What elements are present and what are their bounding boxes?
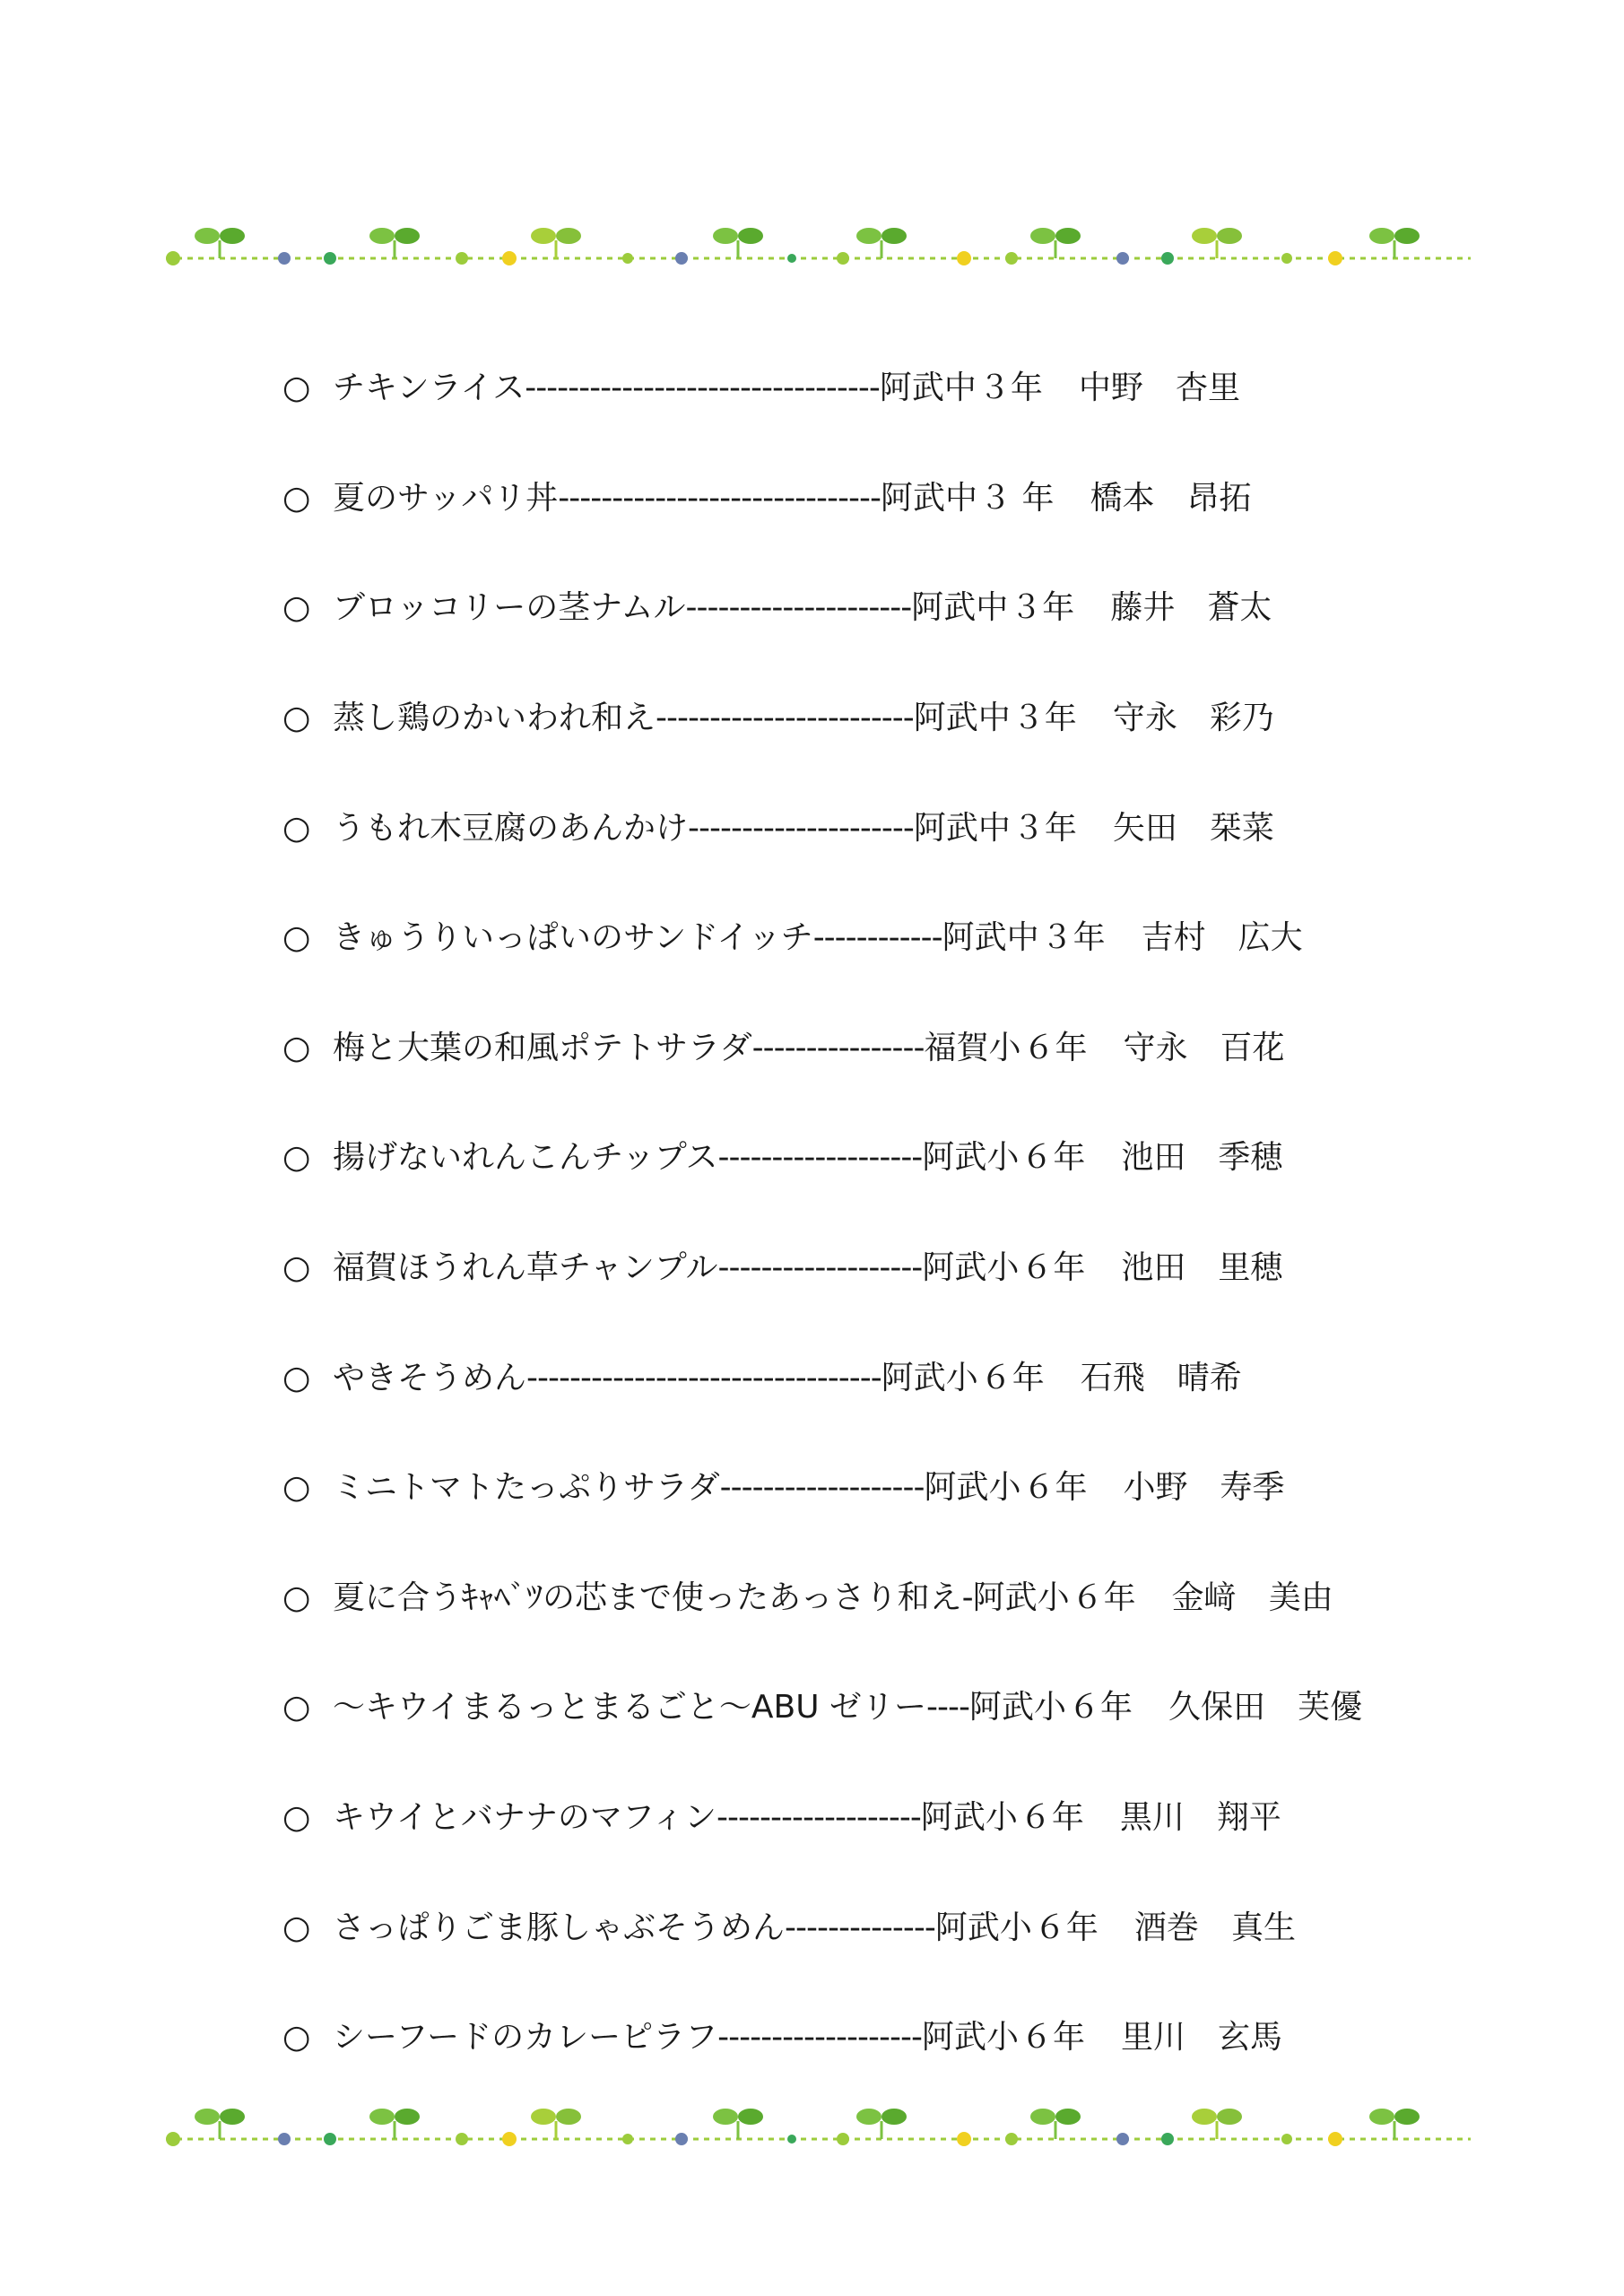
given-name: 美由 <box>1268 1578 1333 1616</box>
grade: ３年 <box>1010 589 1075 627</box>
circle-bullet: ○ <box>282 370 311 407</box>
given-name: 百花 <box>1220 1029 1285 1066</box>
dot-icon <box>1281 2134 1292 2144</box>
sprout-icon <box>1030 228 1081 258</box>
grade: ６年 <box>979 1359 1045 1396</box>
recipe-entry <box>282 1433 1466 1544</box>
given-name: 広大 <box>1238 919 1303 957</box>
leader-dashes: ------------------- <box>717 2019 922 2057</box>
dot-icon <box>622 253 633 264</box>
circle-bullet: ○ <box>282 1249 311 1287</box>
dot-icon <box>1116 2133 1129 2145</box>
leader-dashes: --------------------- <box>688 809 914 847</box>
recipe-entry <box>282 883 1466 994</box>
leader-dashes: ---- <box>926 1689 970 1726</box>
recipe-entry <box>282 1544 1466 1654</box>
family-name: 池田 <box>1121 1139 1186 1177</box>
recipe-entry <box>282 1213 1466 1324</box>
recipe-title: キウイとバナナのマフィン <box>333 1799 717 1837</box>
dot-icon <box>456 252 468 265</box>
student-name <box>1080 1359 1242 1396</box>
recipe-title: 福賀ほうれん草チャンプル <box>333 1249 718 1287</box>
grade: ６年 <box>1071 1578 1136 1616</box>
student-name <box>1121 1249 1283 1287</box>
student-name <box>1168 1689 1363 1726</box>
recipe-title: うもれ木豆腐のあんかけ <box>333 809 689 847</box>
grade: ６年 <box>1022 1029 1088 1066</box>
recipe-entry <box>282 1323 1466 1433</box>
recipe-title: 揚げないれんこんチップス <box>333 1139 718 1177</box>
circle-bullet: ○ <box>282 1359 311 1396</box>
sprout-icon <box>369 228 420 258</box>
sprout-border-bottom <box>157 2085 1475 2157</box>
leader-dashes: --------------------- <box>685 589 912 627</box>
recipe-title: チキンライス <box>333 370 525 407</box>
family-name: 黒川 <box>1119 1799 1185 1837</box>
given-name: 杏里 <box>1175 370 1240 407</box>
dot-icon <box>787 254 796 263</box>
dot-icon <box>502 251 517 265</box>
sprout-icon <box>1030 2109 1081 2139</box>
leader-dashes: --------------------------------- <box>526 1359 881 1396</box>
dot-icon <box>957 2132 971 2146</box>
recipe-title: やきそうめん <box>333 1359 527 1396</box>
dot-icon <box>1161 252 1174 265</box>
dot-icon <box>324 252 336 265</box>
given-name: 真生 <box>1230 1909 1296 1946</box>
student-name <box>1120 2019 1283 2057</box>
recipe-title: 夏に合うｷｬﾍﾞﾂの芯まで使ったあっさり和え <box>333 1578 962 1616</box>
school-name: 阿武小 <box>969 1689 1067 1726</box>
given-name: 寿季 <box>1220 1469 1285 1507</box>
grade: ３ 年 <box>979 479 1055 517</box>
recipe-title: さっぱりごま豚しゃぶそうめん <box>333 1909 786 1946</box>
school-name: 阿武小 <box>920 1799 1018 1837</box>
recipe-entry <box>282 1653 1466 1763</box>
school-name: 阿武中 <box>913 700 1011 737</box>
given-name: 栞菜 <box>1209 809 1274 847</box>
leader-dashes: ------------------- <box>717 1139 923 1177</box>
student-name <box>1141 919 1303 957</box>
grade: ６年 <box>1033 1909 1099 1946</box>
dot-icon <box>502 2132 517 2146</box>
grade: ６年 <box>1019 1799 1084 1837</box>
leader-dashes: ------------ <box>812 919 942 957</box>
student-name <box>1110 589 1272 627</box>
family-name: 久保田 <box>1168 1689 1266 1726</box>
recipe-title: シーフードのカレーピラフ <box>333 2019 718 2057</box>
leader-dashes: ------------------------ <box>656 700 914 737</box>
circle-bullet: ○ <box>282 1029 311 1066</box>
sprout-border-top <box>157 204 1475 276</box>
dot-icon <box>675 252 688 265</box>
family-name: 守永 <box>1112 700 1177 737</box>
family-name: 酒巻 <box>1133 1909 1199 1946</box>
sprout-icon <box>1369 228 1420 258</box>
grade: ３年 <box>1012 809 1077 847</box>
sprout-icon <box>1369 2109 1420 2139</box>
student-name <box>1112 809 1274 847</box>
school-name: 福賀小 <box>924 1029 1021 1066</box>
leader-dashes: -------------- <box>785 1909 935 1946</box>
leader-dashes: - <box>961 1578 973 1616</box>
school-name: 阿武小 <box>972 1578 1070 1616</box>
dot-icon <box>278 2133 291 2145</box>
sprout-icon <box>713 2109 763 2139</box>
grade: ６年 <box>1068 1689 1133 1726</box>
dot-icon <box>1005 2133 1018 2145</box>
recipe-title: ～キウイまるっとまるごと～ABU ゼリー <box>333 1689 927 1726</box>
recipe-entry <box>282 334 1466 444</box>
circle-bullet: ○ <box>282 809 311 847</box>
school-name: 阿武小 <box>934 1909 1032 1946</box>
recipe-entry <box>282 994 1466 1104</box>
sprout-icon <box>713 228 763 258</box>
circle-bullet: ○ <box>282 1689 311 1726</box>
school-name: 阿武中 <box>881 479 978 517</box>
sprout-icon <box>1192 2109 1242 2139</box>
leader-dashes: ------------------------------ <box>558 479 881 517</box>
sprout-icon <box>856 228 907 258</box>
recipe-entry <box>282 1103 1466 1213</box>
recipe-title: 蒸し鶏のかいわれ和え <box>333 700 656 737</box>
family-name: 池田 <box>1121 1249 1186 1287</box>
circle-bullet: ○ <box>282 1469 311 1507</box>
family-name: 吉村 <box>1141 919 1206 957</box>
circle-bullet: ○ <box>282 700 311 737</box>
circle-bullet: ○ <box>282 479 311 517</box>
recipe-title: ミニトマトたっぷりサラダ <box>333 1469 720 1507</box>
grade: ６年 <box>1020 1249 1086 1287</box>
student-name <box>1123 1469 1285 1507</box>
sprout-icon <box>369 2109 420 2139</box>
dot-icon <box>166 2132 180 2146</box>
given-name: 彩乃 <box>1209 700 1274 737</box>
leader-dashes: ------------------- <box>717 1249 923 1287</box>
circle-bullet: ○ <box>282 2019 311 2057</box>
circle-bullet: ○ <box>282 919 311 957</box>
student-name <box>1121 1139 1283 1177</box>
family-name: 中野 <box>1078 370 1143 407</box>
student-name <box>1090 479 1252 517</box>
recipe-entry <box>282 664 1466 774</box>
given-name: 昂拓 <box>1186 479 1252 517</box>
recipe-entry <box>282 553 1466 664</box>
dot-icon <box>837 252 849 265</box>
given-name: 里穂 <box>1218 1249 1283 1287</box>
sprout-icon <box>195 228 245 258</box>
recipe-entry <box>282 773 1466 883</box>
dot-icon <box>1328 2132 1342 2146</box>
family-name: 里川 <box>1120 2019 1185 2057</box>
dot-icon <box>1161 2133 1174 2145</box>
family-name: 石飛 <box>1080 1359 1145 1396</box>
student-name <box>1123 1029 1285 1066</box>
recipe-title: きゅうりいっぱいのサンドイッチ <box>333 919 813 957</box>
recipe-title: 梅と大葉の和風ポテトサラダ <box>333 1029 752 1066</box>
sprout-icon <box>856 2109 907 2139</box>
dot-icon <box>837 2133 849 2145</box>
family-name: 守永 <box>1123 1029 1188 1066</box>
recipe-entry <box>282 1983 1466 2093</box>
dot-icon <box>1281 253 1292 264</box>
dot-icon <box>1116 252 1129 265</box>
leader-dashes: --------------------------------- <box>525 370 880 407</box>
recipe-list <box>282 334 1466 2093</box>
recipe-entry <box>282 1763 1466 1874</box>
family-name: 橋本 <box>1090 479 1155 517</box>
dot-icon <box>278 252 291 265</box>
grade: ６年 <box>1022 1469 1088 1507</box>
student-name <box>1171 1578 1333 1616</box>
given-name: 蒼太 <box>1207 589 1272 627</box>
dot-icon <box>675 2133 688 2145</box>
grade: ３年 <box>1040 919 1106 957</box>
school-name: 阿武中 <box>913 809 1011 847</box>
dot-icon <box>456 2133 468 2145</box>
student-name <box>1113 702 1274 735</box>
circle-bullet: ○ <box>282 1909 311 1946</box>
recipe-entry <box>282 1873 1466 1983</box>
sprout-icon <box>531 228 581 258</box>
leader-dashes: ------------------- <box>716 1799 921 1837</box>
dot-icon <box>1328 251 1342 265</box>
circle-bullet: ○ <box>282 589 311 627</box>
student-name <box>1078 370 1240 407</box>
school-name: 阿武小 <box>881 1359 978 1396</box>
school-name: 阿武中 <box>879 370 977 407</box>
school-name: 阿武小 <box>924 1469 1021 1507</box>
family-name: 矢田 <box>1112 809 1177 847</box>
family-name: 小野 <box>1123 1469 1188 1507</box>
recipe-title: 夏のサッパリ丼 <box>333 479 559 517</box>
school-name: 阿武小 <box>921 2019 1019 2057</box>
given-name: 季穂 <box>1218 1139 1283 1177</box>
dot-icon <box>622 2134 633 2144</box>
family-name: 藤井 <box>1110 589 1176 627</box>
leader-dashes: ---------------- <box>751 1029 925 1066</box>
student-name <box>1119 1799 1281 1837</box>
recipe-entry <box>282 444 1466 554</box>
recipe-title: ブロッコリーの茎ナムル <box>333 589 686 627</box>
school-name: 阿武小 <box>922 1139 1020 1177</box>
sprout-icon <box>195 2109 245 2139</box>
student-name <box>1133 1909 1296 1946</box>
leader-dashes: ------------------- <box>719 1469 925 1507</box>
sprout-icon <box>531 2109 581 2139</box>
dot-icon <box>1005 252 1018 265</box>
circle-bullet: ○ <box>282 1139 311 1177</box>
grade: ６年 <box>1020 2019 1085 2057</box>
grade: ３年 <box>1012 700 1077 737</box>
grade: ６年 <box>1020 1139 1086 1177</box>
grade: ３年 <box>977 370 1043 407</box>
circle-bullet: ○ <box>282 1799 311 1837</box>
dot-icon <box>957 251 971 265</box>
sprout-icon <box>1192 228 1242 258</box>
dot-icon <box>787 2135 796 2144</box>
family-name: 金﨑 <box>1171 1578 1237 1616</box>
school-name: 阿武小 <box>922 1249 1020 1287</box>
school-name: 阿武中 <box>911 589 1009 627</box>
dot-icon <box>166 251 180 265</box>
given-name: 芙優 <box>1298 1689 1363 1726</box>
circle-bullet: ○ <box>282 1578 311 1616</box>
given-name: 玄馬 <box>1218 2019 1283 2057</box>
given-name: 翔平 <box>1216 1799 1281 1837</box>
dot-icon <box>324 2133 336 2145</box>
given-name: 晴希 <box>1177 1359 1242 1396</box>
school-name: 阿武中 <box>942 919 1039 957</box>
